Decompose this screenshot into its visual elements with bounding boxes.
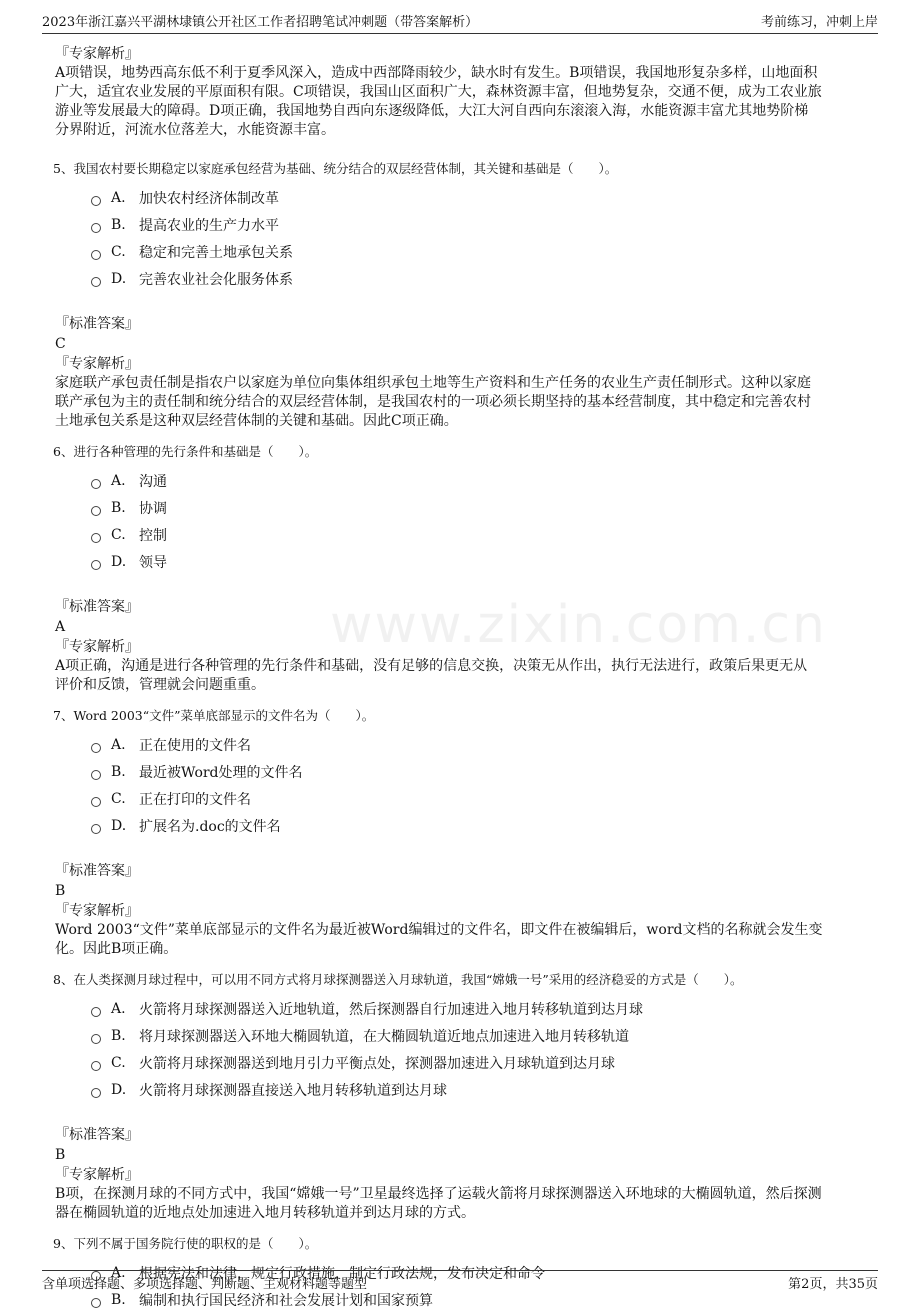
option-c[interactable]: C. 正在打印的文件名 [91,785,860,812]
question-6 [55,443,860,695]
analysis-text: Word 2003“文件”菜单底部显示的文件名为最近被Word编辑过的文件名，即文件在被编辑后，word文档的名称就会发生变 化。因此B项正确。 [55,922,823,957]
question-text: 5、我国农村要长期稳定以家庭承包经营为基础、统分结合的双层经营体制，其关键和基础是（ ）。 [53,161,618,176]
radio-button-icon[interactable] [91,479,101,489]
option-list [91,467,860,575]
answer-value: B [55,1147,66,1163]
option-a[interactable]: A. 根据宪法和法律，规定行政措施，制定行政法规，发布决定和命令 [91,1259,860,1286]
question-text: 9、下列不属于国务院行使的职权的是（ ）。 [53,1236,318,1251]
analysis-label: 『专家解析』 [55,639,139,655]
radio-button-icon[interactable] [91,1061,101,1071]
answer-value: C [55,336,66,352]
analysis-label: 『专家解析』 [55,46,139,62]
option-c[interactable]: C. 火箭将月球探测器送到地月引力平衡点处，探测器加速进入月球轨道到达月球 [91,1049,860,1076]
header-slogan: 考前练习，冲刺上岸 [760,15,878,30]
radio-button-icon[interactable] [91,743,101,753]
question-5 [55,160,860,431]
option-b[interactable]: B. 提高农业的生产力水平 [91,211,860,238]
watermark-text: www.zixin.com.cn [330,595,827,655]
analysis-text: B项，在探测月球的不同方式中，我国“嫦娥一号”卫星最终选择了运载火箭将月球探测器送入环地球的大椭圆轨道，然后探测 器在椭圆轨道的近地点处加速进入地月转移轨道并到达月球的方式。 [55,1186,822,1221]
question-types-note: 含单项选择题、多项选择题、判断题、主观材料题等题型 [42,1277,368,1292]
option-d[interactable]: D. 火箭将月球探测器直接送入地月转移轨道到达月球 [91,1076,860,1103]
analysis-text: 家庭联产承包责任制是指农户以家庭为单位向集体组织承包土地等生产资料和生产任务的农业生产责任制形式。这种以家庭 联产承包为主的责任制和统分结合的双层经营体制，是我国农村的一项必须长期坚持的基本经营制度，其中稳定和完善农村 土地承包关系是这种双层经营体制的关键和基础。因此C项正确。 [55,375,811,429]
option-b[interactable]: B. 协调 [91,494,860,521]
document-title: 2023年浙江嘉兴平湖林埭镇公开社区工作者招聘笔试冲刺题（带答案解析） [42,15,479,30]
option-d[interactable]: D. 完善农业社会化服务体系 [91,265,860,292]
option-a[interactable]: A. 火箭将月球探测器送入近地轨道，然后探测器自行加速进入地月转移轨道到达月球 [91,995,860,1022]
option-b[interactable]: B. 将月球探测器送入环地大椭圆轨道，在大椭圆轨道近地点加速进入地月转移轨道 [91,1022,860,1049]
option-list [91,995,860,1103]
page-content [55,44,860,1313]
page-footer [42,1270,878,1294]
option-b[interactable]: B. 最近被Word处理的文件名 [91,758,860,785]
question-text: 6、进行各种管理的先行条件和基础是（ ）。 [53,444,318,459]
option-a[interactable]: A. 沟通 [91,467,860,494]
radio-button-icon[interactable] [91,1298,101,1308]
radio-button-icon[interactable] [91,196,101,206]
radio-button-icon[interactable] [91,506,101,516]
radio-button-icon[interactable] [91,797,101,807]
answer-label: 『标准答案』 [55,863,139,879]
option-list [91,184,860,292]
option-c[interactable]: C. 稳定和完善土地承包关系 [91,238,860,265]
option-d[interactable]: D. 领导 [91,548,860,575]
page-header [42,10,878,34]
option-b[interactable]: B. 编制和执行国民经济和社会发展计划和国家预算 [91,1286,860,1313]
analysis-label: 『专家解析』 [55,356,139,372]
question-text: 8、在人类探测月球过程中，可以用不同方式将月球探测器送入月球轨道，我国“嫦娥一号”采用的经济稳妥的方式是（ ）。 [53,972,743,987]
question-text: 7、Word 2003“文件”菜单底部显示的文件名为（ ）。 [53,708,375,723]
answer-label: 『标准答案』 [55,1127,139,1143]
analysis-text: A项错误，地势西高东低不利于夏季风深入，造成中西部降雨较少，缺水时有发生。B项错误，我国地形复杂多样，山地面积 广大，适宜农业发展的平原面积有限。C项错误，我国山区面积广大，森林资源丰富，但地势复杂，交通不便，成为工农业旅 游业等发展最大的障碍。D项正确，我国地势自西向东逐级降低，大江大河自西向东滚滚入海，水能资源丰富尤其地势阶梯 分界附近，河流水位落差大，水能资源丰富。 [55,65,822,138]
option-a[interactable]: A. 正在使用的文件名 [91,731,860,758]
answer-value: A [55,619,66,635]
page-number: 第2页，共35页 [788,1277,878,1292]
radio-button-icon[interactable] [91,1007,101,1017]
radio-button-icon[interactable] [91,277,101,287]
radio-button-icon[interactable] [91,223,101,233]
option-c[interactable]: C. 控制 [91,521,860,548]
option-list [91,731,860,839]
option-d[interactable]: D. 扩展名为.doc的文件名 [91,812,860,839]
radio-button-icon[interactable] [91,560,101,570]
analysis-text: A项正确，沟通是进行各种管理的先行条件和基础，没有足够的信息交换，决策无从作出，执行无法进行，政策后果更无从 评价和反馈，管理就会问题重重。 [55,658,808,693]
radio-button-icon[interactable] [91,250,101,260]
radio-button-icon[interactable] [91,1088,101,1098]
radio-button-icon[interactable] [91,533,101,543]
answer-label: 『标准答案』 [55,599,139,615]
option-a[interactable]: A. 加快农村经济体制改革 [91,184,860,211]
answer-value: B [55,883,66,899]
analysis-label: 『专家解析』 [55,903,139,919]
answer-label: 『标准答案』 [55,316,139,332]
radio-button-icon[interactable] [91,1034,101,1044]
question-8 [55,971,860,1223]
radio-button-icon[interactable] [91,824,101,834]
question-7 [55,707,860,959]
radio-button-icon[interactable] [91,770,101,780]
analysis-label: 『专家解析』 [55,1167,139,1183]
